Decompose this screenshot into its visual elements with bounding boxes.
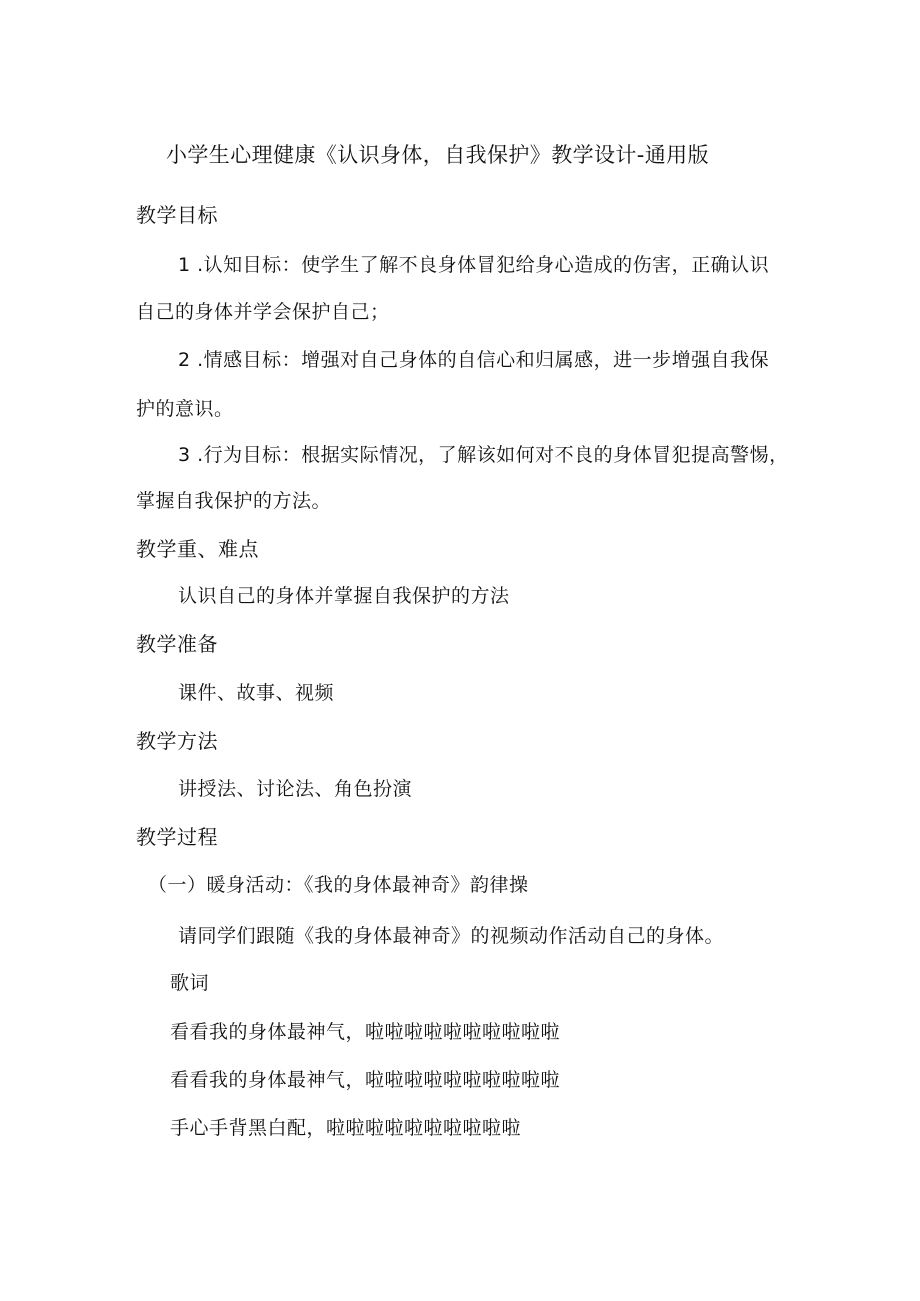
preparation-heading: 教学准备 — [136, 632, 218, 656]
lyrics-label: 歌词 — [170, 972, 210, 994]
goal-item-1-line1: 1 .认知目标：使学生了解不良身体冒犯给身心造成的伤害，正确认识 — [178, 254, 770, 276]
key-points-heading: 教学重、难点 — [136, 537, 259, 561]
preparation-text: 课件、故事、视频 — [178, 682, 335, 704]
goal-item-3-line1: 3 .行为目标：根据实际情况，了解该如何对不良的身体冒犯提高警惕， — [178, 444, 789, 466]
methods-heading: 教学方法 — [136, 729, 218, 753]
key-points-text: 认识自己的身体并掌握自我保护的方法 — [178, 585, 510, 607]
lyrics-line: 手心手背黑白配，啦啦啦啦啦啦啦啦啦啦 — [170, 1117, 522, 1139]
process-subheading: （一）暖身活动：《我的身体最神奇》韵律操 — [148, 874, 529, 896]
goal-item-2-line1: 2 .情感目标：增强对自己身体的自信心和归属感，进一步增强自我保 — [178, 349, 770, 371]
lyrics-line: 看看我的身体最神气，啦啦啦啦啦啦啦啦啦啦 — [170, 1021, 561, 1043]
goal-item-2-line2: 护的意识。 — [136, 398, 234, 420]
goal-item-3-line2: 掌握自我保护的方法。 — [136, 490, 332, 512]
lyrics-line: 看看我的身体最神气，啦啦啦啦啦啦啦啦啦啦 — [170, 1069, 561, 1091]
methods-text: 讲授法、讨论法、角色扮演 — [178, 778, 413, 800]
document-title: 小学生心理健康《认识身体，自我保护》教学设计-通用版 — [166, 143, 709, 167]
process-instruction: 请同学们跟随《我的身体最神奇》的视频动作活动自己的身体。 — [178, 925, 725, 947]
goals-heading: 教学目标 — [136, 203, 218, 227]
process-heading: 教学过程 — [136, 825, 218, 849]
goal-item-1-line2: 自己的身体并学会保护自己； — [136, 301, 390, 323]
